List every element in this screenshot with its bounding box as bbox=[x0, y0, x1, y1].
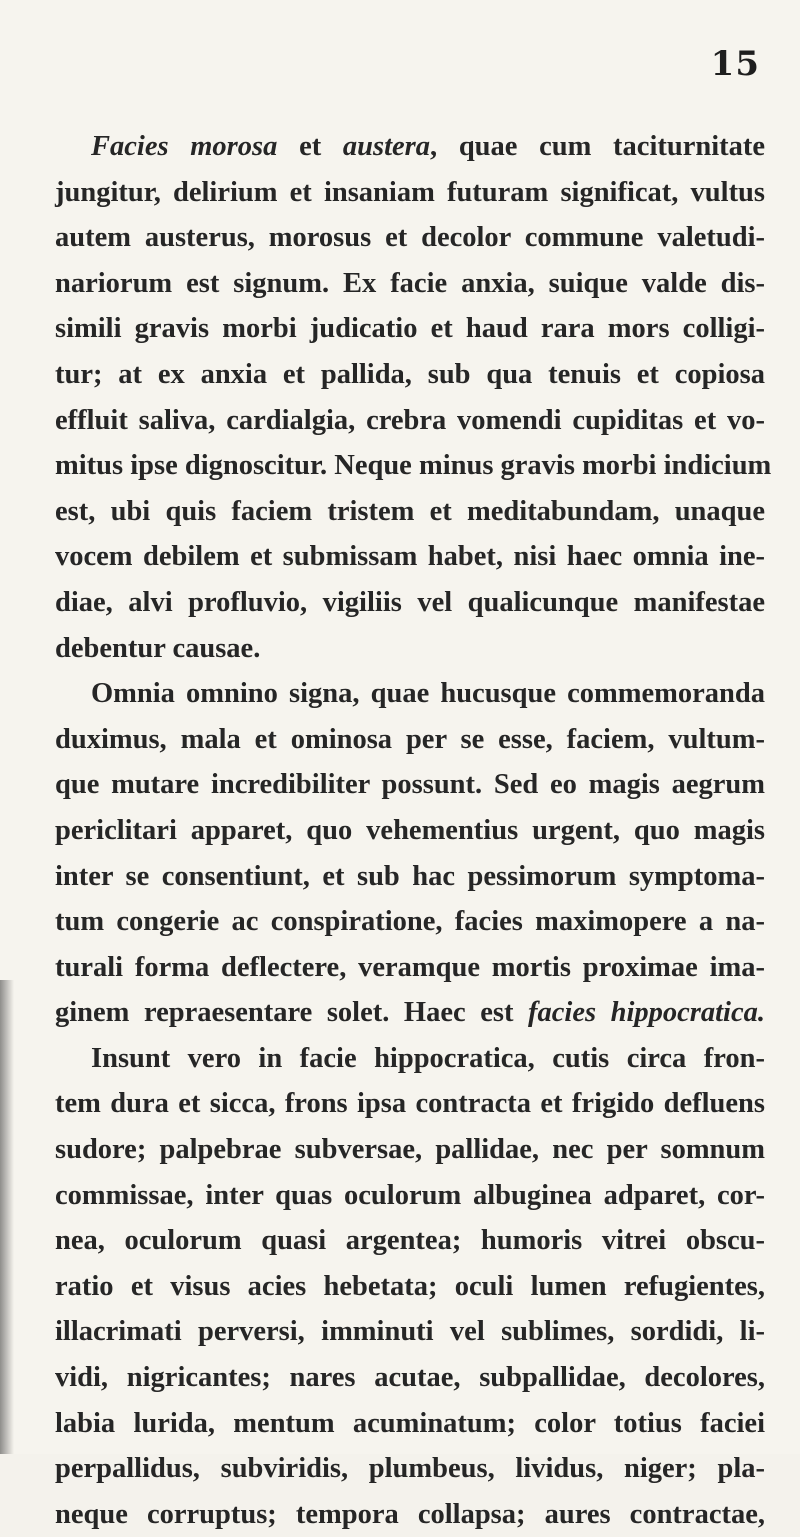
text-line: ratio et visus acies hebetata; oculi lumen refugientes, bbox=[55, 1270, 765, 1302]
text-line: nariorum est signum. Ex facie anxia, suique valde dis- bbox=[55, 267, 765, 299]
italic-term: austera bbox=[342, 131, 431, 162]
text-line: labia lurida, mentum acuminatum; color totius faciei bbox=[55, 1407, 765, 1439]
text-line: Omnia omnino signa, quae hucusque commemoranda bbox=[91, 678, 765, 710]
text-line: commissae, inter quas oculorum albuginea adparet, cor- bbox=[55, 1179, 765, 1211]
text-line: diae, alvi profluvio, vigiliis vel qualicunque manifestae bbox=[55, 586, 765, 618]
italic-term: facies hippocratica. bbox=[528, 997, 766, 1029]
text-line: debentur causae. bbox=[55, 632, 261, 664]
text-line: autem austerus, morosus et decolor commune valetudi- bbox=[55, 222, 765, 254]
text-line: perpallidus, subviridis, plumbeus, lividus, niger; pla- bbox=[55, 1453, 765, 1485]
text-line: duximus, mala et ominosa per se esse, faciem, vultum- bbox=[55, 723, 765, 755]
text-line: effluit saliva, cardialgia, crebra vomendi cupiditas et vo- bbox=[55, 404, 765, 436]
text-line: jungitur, delirium et insaniam futuram significat, vultus bbox=[55, 176, 765, 208]
text-line: tem dura et sicca, frons ipsa contracta et frigido defluens bbox=[55, 1088, 765, 1120]
text-line: vidi, nigricantes; nares acutae, subpallidae, decolores, bbox=[55, 1362, 765, 1394]
italic-term: Facies morosa bbox=[91, 131, 278, 162]
text-line: tur; at ex anxia et pallida, sub qua tenuis et copiosa bbox=[55, 358, 765, 390]
page-edge-shadow bbox=[0, 980, 14, 1454]
text-fragment: ginem repraesentare solet. Haec est bbox=[55, 997, 529, 1029]
text-line: periclitari apparet, quo vehementius urgent, quo magis bbox=[55, 814, 765, 846]
body-text bbox=[55, 124, 772, 1537]
text-fragment: et bbox=[277, 131, 343, 162]
text-line bbox=[55, 990, 765, 1036]
text-line: inter se consentiunt, et sub hac pessimorum symptoma- bbox=[55, 860, 765, 892]
text-line: simili gravis morbi judicatio et haud rara mors colligi- bbox=[55, 313, 765, 345]
text-line: sudore; palpebrae subversae, pallidae, nec per somnum bbox=[55, 1134, 765, 1166]
text-line: mitus ipse dignoscitur. Neque minus gravis morbi indicium bbox=[55, 450, 772, 482]
text-line: turali forma deflectere, veramque mortis proximae ima- bbox=[55, 951, 765, 983]
text-line: que mutare incredibiliter possunt. Sed eo magis aegrum bbox=[55, 769, 765, 801]
text-line: est, ubi quis faciem tristem et meditabundam, unaque bbox=[55, 495, 765, 527]
text-line: vocem debilem et submissam habet, nisi haec omnia ine- bbox=[55, 541, 765, 573]
text-line: neque corruptus; tempora collapsa; aures contractae, bbox=[55, 1498, 765, 1530]
text-line bbox=[55, 124, 765, 170]
text-fragment: , quae cum taciturnitate bbox=[430, 131, 766, 162]
text-line: Insunt vero in facie hippocratica, cutis circa fron- bbox=[91, 1042, 765, 1074]
text-line: illacrimati perversi, imminuti vel sublimes, sordidi, li- bbox=[55, 1316, 765, 1348]
page-number: 15 bbox=[710, 44, 760, 84]
text-line: nea, oculorum quasi argentea; humoris vitrei obscu- bbox=[55, 1225, 765, 1257]
text-line: tum congerie ac conspiratione, facies maximopere a na- bbox=[55, 906, 765, 938]
